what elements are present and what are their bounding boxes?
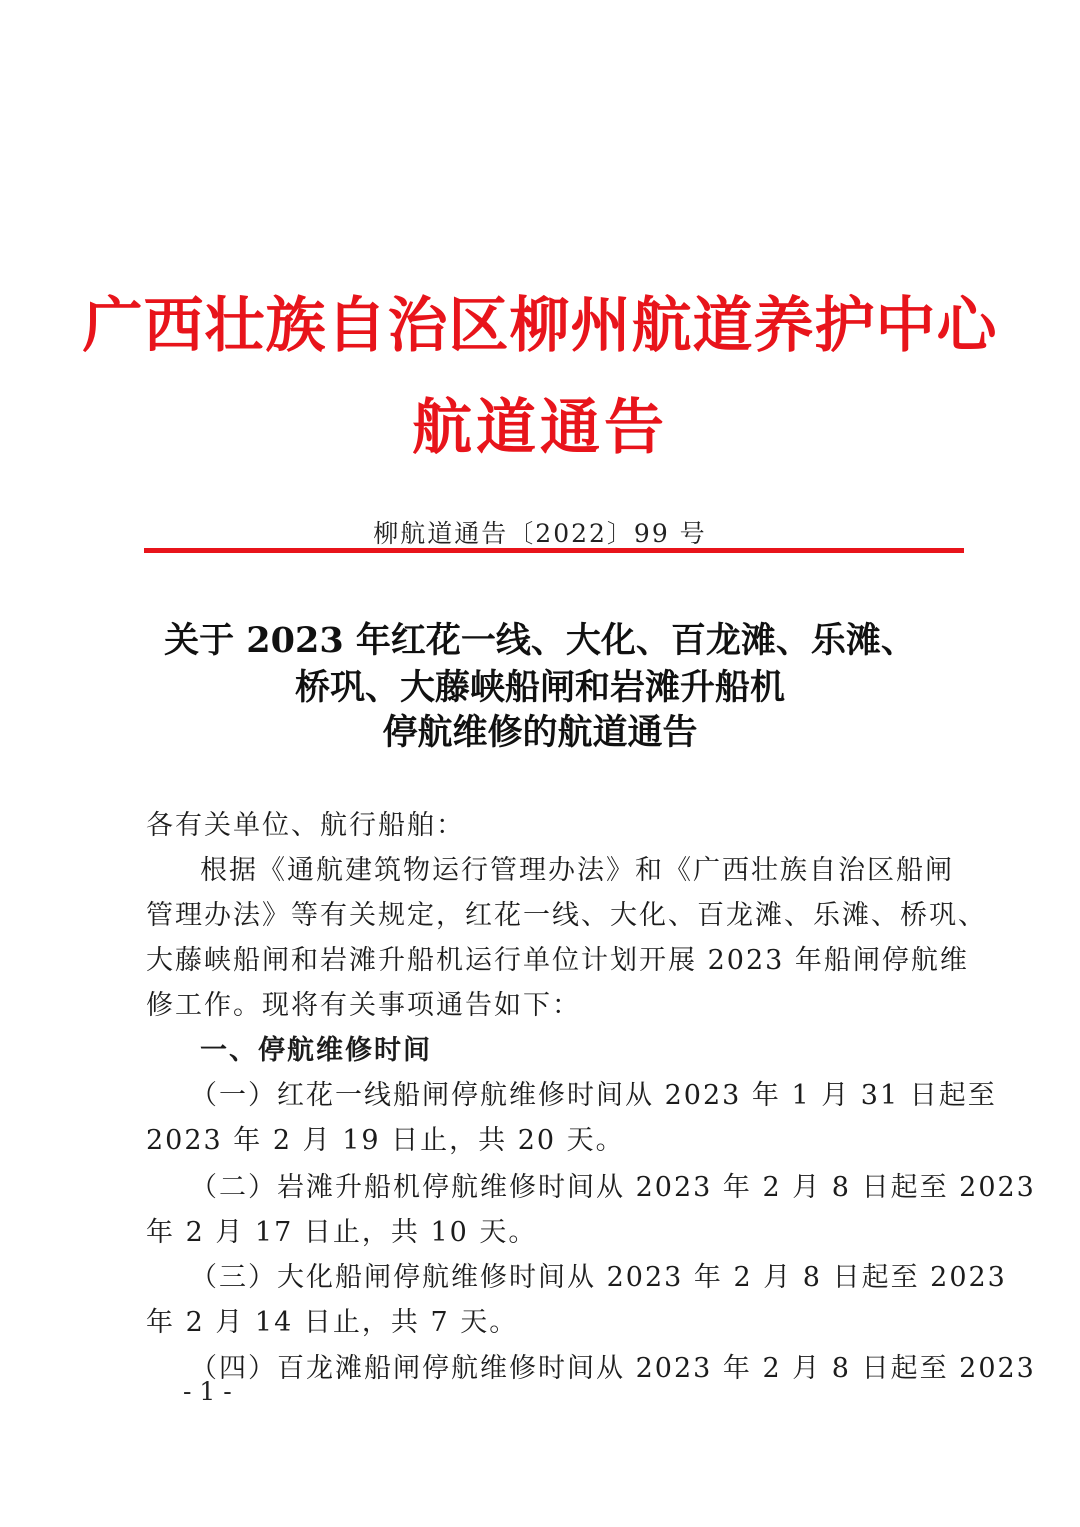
item-2-line-1: （二）岩滩升船机停航维修时间从 2023 年 2 月 8 日起至 2023: [190, 1172, 1036, 1203]
document-type: 航道通告: [412, 393, 668, 463]
issuing-organization: 广西壮族自治区柳州航道养护中心: [82, 291, 998, 361]
page-number: - 1 -: [183, 1377, 232, 1406]
intro-line-1: 根据《通航建筑物运行管理办法》和《广西壮族自治区船闸: [200, 855, 954, 886]
red-divider: [144, 548, 964, 553]
item-1-line-1: （一）红花一线船闸停航维修时间从 2023 年 1 月 31 日起至: [190, 1080, 997, 1111]
title-line-1: 关于 2023 年红花一线、大化、百龙滩、乐滩、: [164, 620, 916, 661]
section-heading: 一、停航维修时间: [200, 1035, 432, 1066]
item-4-line-1: （四）百龙滩船闸停航维修时间从 2023 年 2 月 8 日起至 2023: [190, 1353, 1036, 1384]
intro-line-3: 大藤峡船闸和岩滩升船机运行单位计划开展 2023 年船闸停航维: [146, 945, 969, 976]
document-number: 柳航道通告〔2022〕99 号: [373, 519, 707, 548]
intro-line-2: 管理办法》等有关规定，红花一线、大化、百龙滩、乐滩、桥巩、: [146, 900, 987, 931]
item-1-line-2: 2023 年 2 月 19 日止，共 20 天。: [146, 1125, 625, 1156]
item-2-line-2: 年 2 月 17 日止，共 10 天。: [146, 1217, 538, 1248]
item-3-line-2: 年 2 月 14 日止，共 7 天。: [146, 1307, 519, 1338]
item-3-line-1: （三）大化船闸停航维修时间从 2023 年 2 月 8 日起至 2023: [190, 1262, 1007, 1293]
title-line-2: 桥巩、大藤峡船闸和岩滩升船机: [294, 667, 785, 708]
salutation: 各有关单位、航行船舶：: [146, 810, 465, 841]
title-line-3: 停航维修的航道通告: [382, 712, 698, 753]
intro-line-4: 修工作。现将有关事项通告如下：: [146, 990, 581, 1021]
